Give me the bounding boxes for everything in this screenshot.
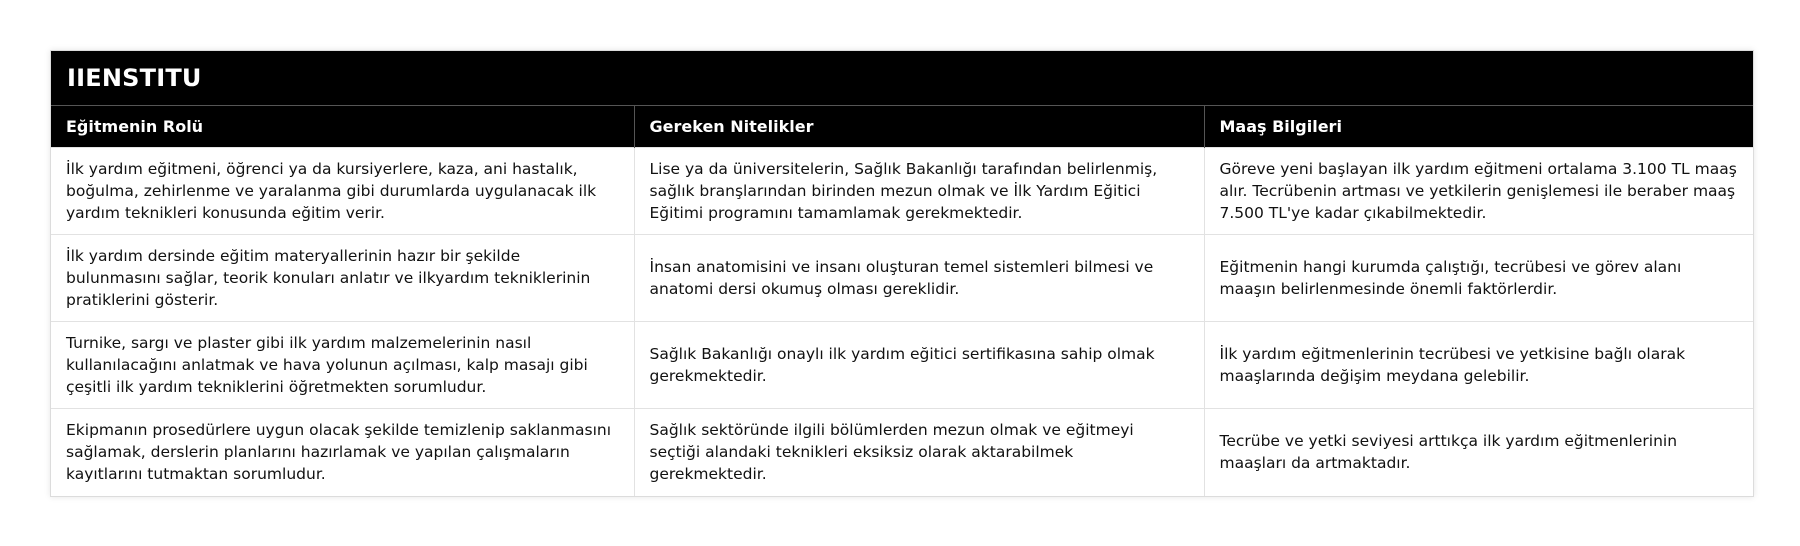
column-header-salary: Maaş Bilgileri (1204, 106, 1753, 148)
table-row (51, 235, 1753, 322)
table-cell-role: Turnike, sargı ve plaster gibi ilk yardım malzemelerinin nasıl kullanılacağını anlatmak ve hava yolunun açılması, kalp masajı gibi çeşitli ilk yardım tekniklerini öğretmekten sorumludur. (51, 322, 634, 409)
table-row (51, 148, 1753, 235)
table-cell-role: İlk yardım eğitmeni, öğrenci ya da kursiyerlere, kaza, ani hastalık, boğulma, zehirlenme ve yaralanma gibi durumlarda uygulanacak ilk yardım teknikleri konusunda eğitim verir. (51, 148, 634, 235)
table-cell-role: İlk yardım dersinde eğitim materyallerinin hazır bir şekilde bulunmasını sağlar, teorik konuları anlatır ve ilkyardım tekniklerinin pratiklerini gösterir. (51, 235, 634, 322)
table-row (51, 322, 1753, 409)
table-cell-qualifications: Sağlık Bakanlığı onaylı ilk yardım eğitici sertifikasına sahip olmak gerekmektedir. (634, 322, 1204, 409)
data-table-container (50, 50, 1754, 497)
table-cell-salary: İlk yardım eğitmenlerinin tecrübesi ve yetkisine bağlı olarak maaşlarında değişim meydana gelebilir. (1204, 322, 1753, 409)
table-cell-qualifications: Lise ya da üniversitelerin, Sağlık Bakanlığı tarafından belirlenmiş, sağlık branşlarından birinden mezun olmak ve İlk Yardım Eğitici Eğitimi programını tamamlamak gerekmektedir. (634, 148, 1204, 235)
table-cell-salary: Eğitmenin hangi kurumda çalıştığı, tecrübesi ve görev alanı maaşın belirlenmesinde önemli faktörlerdir. (1204, 235, 1753, 322)
table-cell-salary: Tecrübe ve yetki seviyesi arttıkça ilk yardım eğitmenlerinin maaşları da artmaktadır. (1204, 409, 1753, 496)
table-cell-salary: Göreve yeni başlayan ilk yardım eğitmeni ortalama 3.100 TL maaş alır. Tecrübenin artması ve yetkilerin genişlemesi ile beraber maaş 7.500 TL'ye kadar çıkabilmektedir. (1204, 148, 1753, 235)
table-cell-qualifications: İnsan anatomisini ve insanı oluşturan temel sistemleri bilmesi ve anatomi dersi okumuş olması gereklidir. (634, 235, 1204, 322)
table-cell-qualifications: Sağlık sektöründe ilgili bölümlerden mezun olmak ve eğitmeyi seçtiği alandaki teknikleri eksiksiz olarak aktarabilmek gerekmektedir. (634, 409, 1204, 496)
table-title: IIENSTITU (51, 51, 1753, 105)
column-header-qualifications: Gereken Nitelikler (634, 106, 1204, 148)
table-row (51, 409, 1753, 496)
table-cell-role: Ekipmanın prosedürlere uygun olacak şekilde temizlenip saklanmasını sağlamak, derslerin planlarını hazırlamak ve yapılan çalışmaların kayıtlarını tutmaktan sorumludur. (51, 409, 634, 496)
column-header-role: Eğitmenin Rolü (51, 106, 634, 148)
data-table (51, 105, 1753, 496)
table-header-row (51, 106, 1753, 148)
